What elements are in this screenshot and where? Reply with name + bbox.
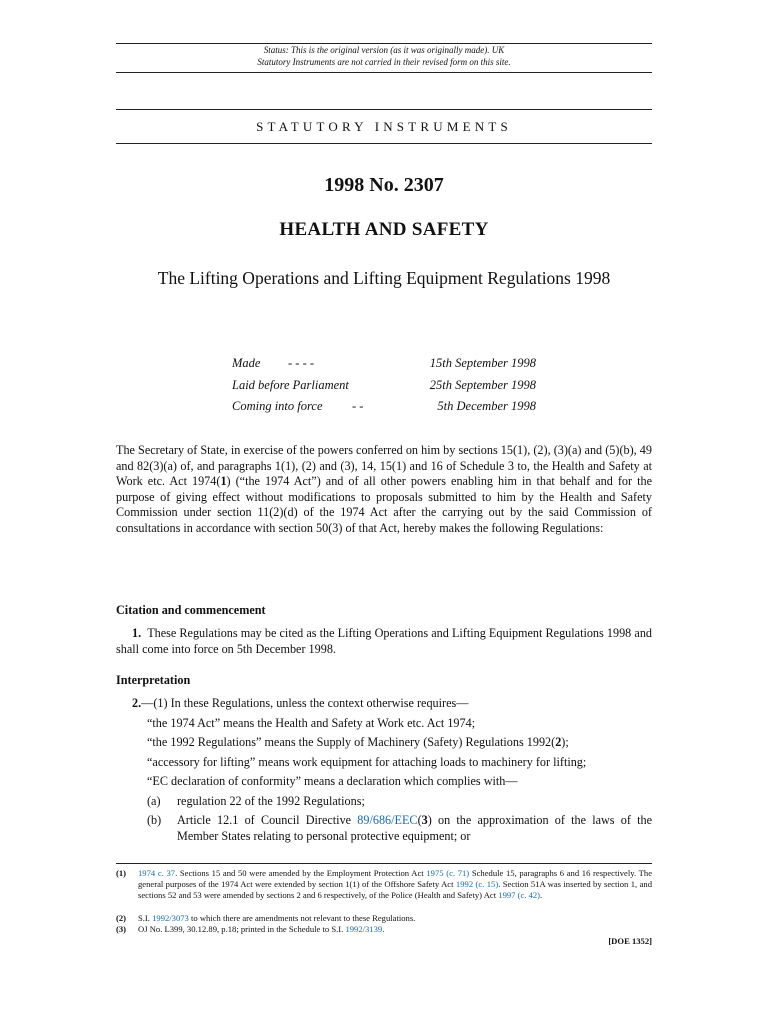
- item-b-text: Article 12.1 of Council Directive 89/686/EEC(3) on the approximation of the laws of the Member States relating to personal protective equipment; or: [177, 813, 653, 843]
- series-rule-bottom: [116, 143, 652, 144]
- footnote-rule: [116, 863, 652, 864]
- dates-table: [232, 356, 536, 421]
- footnote-1: (1) 1974 c. 37. Sections 15 and 50 were amended by the Employment Protection Act 1975 (c. 71) Schedule 15, paragraphs 6 and 16 respectively. The general purposes of the 1974 Act were extended by section 1(1) of the Offshore Safety Act 1992 (c. 15). Section 51A was inserted by section 1, and sections 52 and 53 were amended by sections 2 and 6 respectively, of the Police (Health and Safety) Act 1997 (c. 42).: [116, 868, 653, 900]
- footnote-ref-1[interactable]: 1: [220, 474, 227, 489]
- date-row-laid: Laid before Parliament 25th September 1998: [232, 377, 536, 392]
- footnote-1-link-1975[interactable]: 1975 (c. 71): [426, 868, 470, 878]
- footnote-1-link-1992[interactable]: 1992 (c. 15): [455, 879, 499, 889]
- footnote-2: (2) S.I. 1992/3073 to which there are amendments not relevant to these Regulations.: [116, 913, 416, 923]
- date-row-made: Made - - - - 15th September 1998: [232, 356, 536, 370]
- definition-accessory-for-lifting: “accessory for lifting” means work equipment for attaching loads to machinery for lifting;: [147, 755, 587, 769]
- document-code: [DOE 1352]: [608, 936, 652, 946]
- status-note: Status: This is the original version (as it was originally made). UK Statutory Instruments are not carried in their revised form on this site.: [257, 45, 511, 67]
- footnote-2-link[interactable]: 1992/3073: [152, 913, 189, 923]
- interpretation-heading: Interpretation: [116, 673, 191, 687]
- footnote-ref-2[interactable]: 2: [555, 735, 562, 749]
- regulation-2-lead: 2.—(1) In these Regulations, unless the context otherwise requires—: [132, 696, 469, 710]
- definition-1992-regulations: “the 1992 Regulations” means the Supply of Machinery (Safety) Regulations 1992(2);: [147, 735, 569, 749]
- footnote-1-link-1974[interactable]: 1974 c. 37: [138, 868, 176, 878]
- item-a-label: (a): [147, 794, 161, 808]
- footnote-ref-3[interactable]: 3: [421, 813, 428, 827]
- instrument-number: 1998 No. 2307: [324, 174, 444, 196]
- enacting-paragraph: The Secretary of State, in exercise of the powers conferred on him by sections 15(1), (2), (3)(a) and (5)(b), 49 and 82(3)(a) of, and paragraphs 1(1), (2) and (3), 14, 15(1) and 16 of Schedule 3 to, the Health and Safety at Work etc. Act 1974(1) (“the 1974 Act”) and of all other powers enabling him in that behalf and for the purpose of giving effect without modifications to proposals submitted to him by the Health and Safety Commission under section 11(2)(d) of the 1974 Act after the carrying out by the said Commission of consultations in accordance with section 50(3) of that Act, hereby makes the following Regulations:: [116, 443, 652, 535]
- footnote-3-link[interactable]: 1992/3139: [345, 924, 383, 934]
- regulations-title: The Lifting Operations and Lifting Equipment Regulations 1998: [157, 268, 611, 288]
- series-heading: STATUTORY INSTRUMENTS: [256, 119, 512, 134]
- item-a-text: regulation 22 of the 1992 Regulations;: [177, 794, 365, 808]
- footnote-3: (3) OJ No. L399, 30.12.89, p.18; printed in the Schedule to S.I. 1992/3139.: [116, 924, 385, 934]
- regulation-1: 1. These Regulations may be cited as the Lifting Operations and Lifting Equipment Regulations 1998 and shall come into force on 5th December 1998.: [116, 626, 653, 656]
- series-rule-top: [116, 109, 652, 110]
- status-rule: [116, 72, 652, 73]
- item-b-label: (b): [147, 813, 162, 827]
- definition-1974-act: “the 1974 Act” means the Health and Safety at Work etc. Act 1974;: [147, 716, 476, 730]
- footnote-1-link-1997[interactable]: 1997 (c. 42): [498, 890, 541, 900]
- definition-ec-declaration: “EC declaration of conformity” means a declaration which complies with—: [147, 774, 518, 788]
- citation-heading: Citation and commencement: [116, 603, 266, 617]
- date-row-coming-into-force: Coming into force - - 5th December 1998: [232, 399, 536, 413]
- directive-link[interactable]: 89/686/EEC: [357, 813, 418, 827]
- subject-heading: HEALTH AND SAFETY: [279, 219, 489, 240]
